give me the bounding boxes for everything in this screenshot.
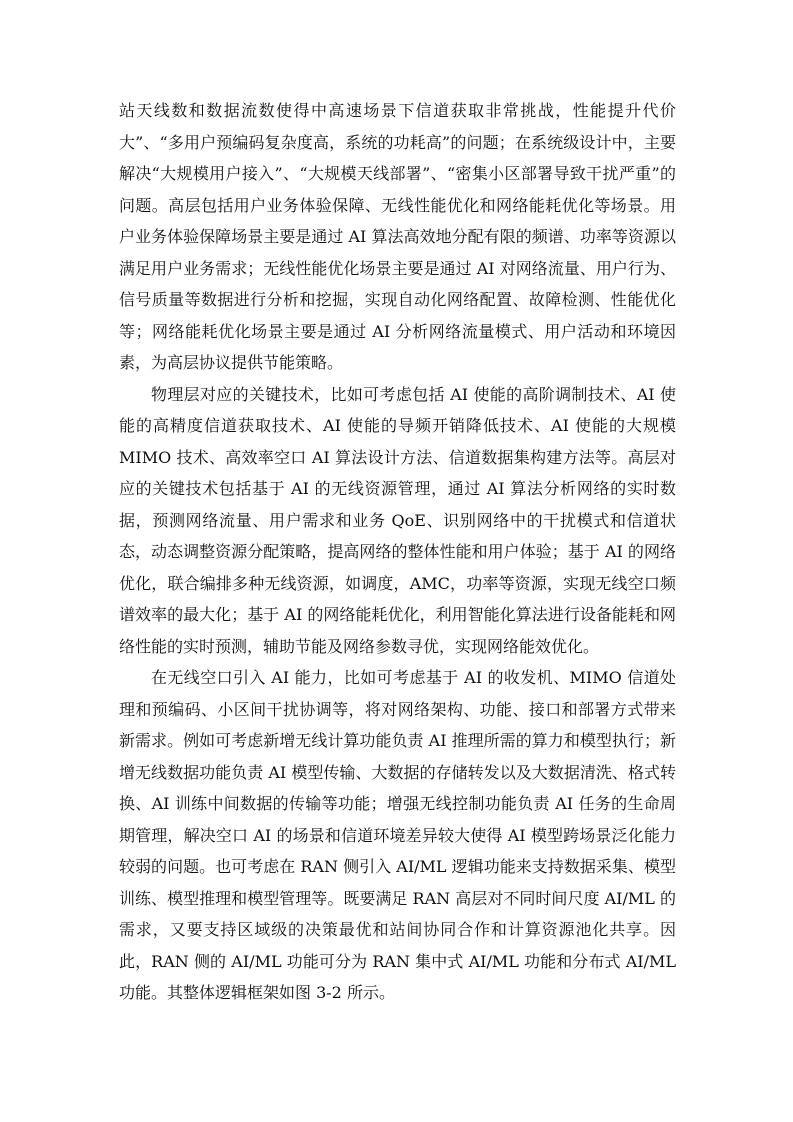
body-text: [119, 95, 676, 1009]
paragraph-2: 物理层对应的关键技术，比如可考虑包括 AI 使能的高阶调制技术、AI 使能的高精度信道获取技术、AI 使能的导频开销降低技术、AI 使能的大规模 MIMO 技术、高效率空口 AI 算法设计方法、信道数据集构建方法等。高层对应的关键技术包括基于 AI 的无线资源管理，通过 AI 算法分析网络的实时数据，预测网络流量、用户需求和业务 QoE、识别网络中的干扰模式和信道状态，动态调整资源分配策略，提高网络的整体性能和用户体验；基于 AI 的网络优化，联合编排多种无线资源，如调度，AMC，功率等资源，实现无线空口频谱效率的最大化；基于 AI 的网络能耗优化，利用智能化算法进行设备能耗和网络性能的实时预测，辅助节能及网络参数寻优，实现网络能效优化。: [119, 384, 676, 656]
paragraph-3: 在无线空口引入 AI 能力，比如可考虑基于 AI 的收发机、MIMO 信道处理和预编码、小区间干扰协调等，将对网络架构、功能、接口和部署方式带来新需求。例如可考虑新增无线计算功能负责 AI 推理所需的算力和模型执行；新增无线数据功能负责 AI 模型传输、大数据的存储转发以及大数据清洗、格式转换、AI 训练中间数据的传输等功能；增强无线控制功能负责 AI 任务的生命周期管理，解决空口 AI 的场景和信道环境差异较大使得 AI 模型跨场景泛化能力较弱的问题。也可考虑在 RAN 侧引入 AI/ML 逻辑功能来支持数据采集、模型训练、模型推理和模型管理等。既要满足 RAN 高层对不同时间尺度 AI/ML 的需求，又要支持区域级的决策最优和站间协同合作和计算资源池化共享。因此，RAN 侧的 AI/ML 功能可分为 RAN 集中式 AI/ML 功能和分布式 AI/ML 功能。其整体逻辑框架如图 3-2 所示。: [119, 668, 676, 1002]
paragraph-1: 站天线数和数据流数使得中高速场景下信道获取非常挑战，性能提升代价大”、“多用户预编码复杂度高，系统的功耗高”的问题；在系统级设计中，主要解决“大规模用户接入”、“大规模天线部署”、“密集小区部署导致干扰严重”的问题。高层包括用户业务体验保障、无线性能优化和网络能耗优化等场景。用户业务体验保障场景主要是通过 AI 算法高效地分配有限的频谱、功率等资源以满足用户业务需求；无线性能优化场景主要是通过 AI 对网络流量、用户行为、信号质量等数据进行分析和挖掘，实现自动化网络配置、故障检测、性能优化等；网络能耗优化场景主要是通过 AI 分析网络流量模式、用户活动和环境因素，为高层协议提供节能策略。: [119, 101, 676, 372]
